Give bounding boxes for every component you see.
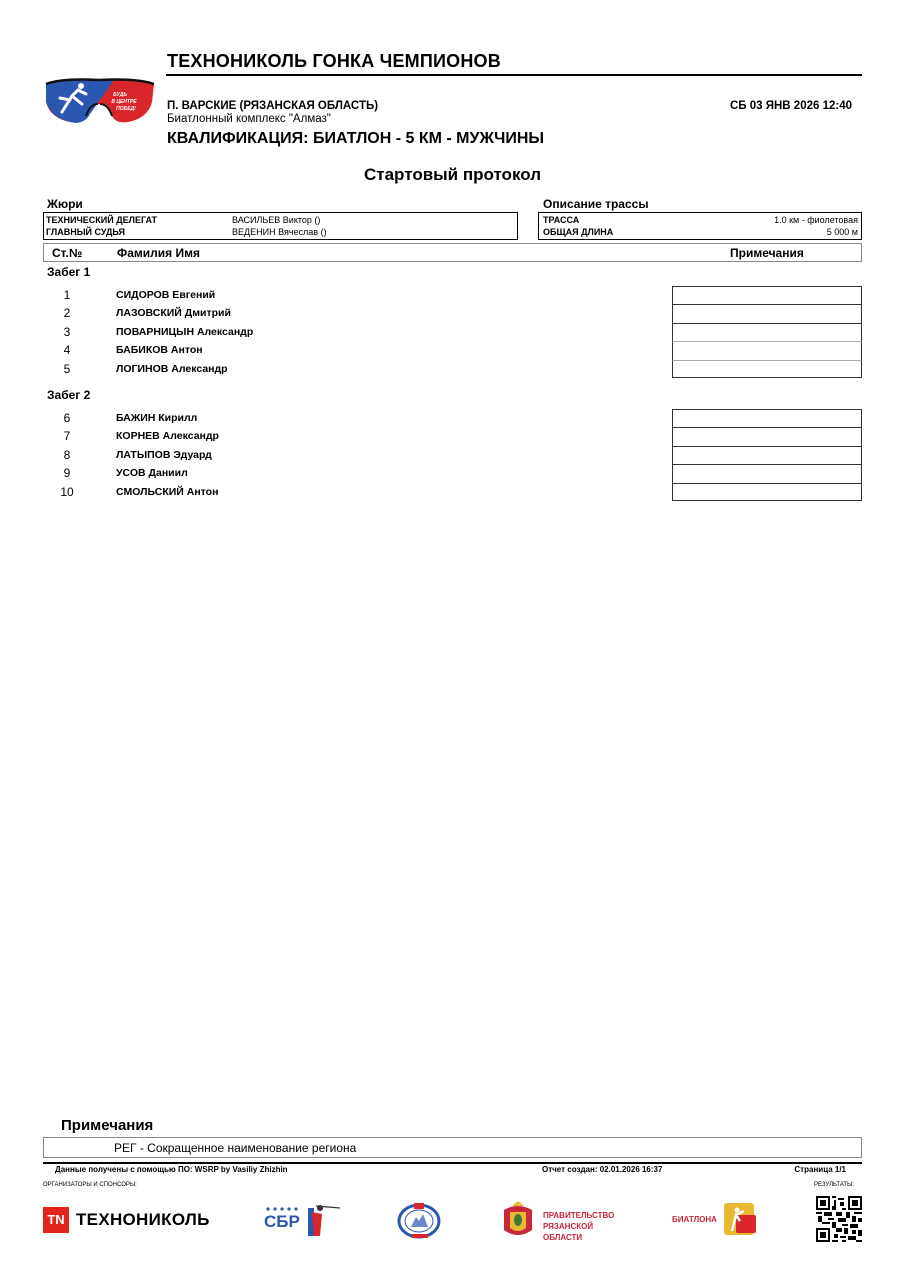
- athlete-bib: 9: [63, 466, 71, 481]
- sponsors-label: ОРГАНИЗАТОРЫ И СПОНСОРЫ:: [43, 1182, 137, 1188]
- jury-role: ГЛАВНЫЙ СУДЬЯ: [46, 227, 126, 237]
- athlete-name: ЛАЗОВСКИЙ Дмитрий: [116, 307, 231, 320]
- start-list-header: [43, 243, 862, 262]
- title-divider: [166, 74, 862, 76]
- sbr-text: СБР: [264, 1212, 300, 1231]
- note-cell: [672, 360, 862, 378]
- note-cell: [672, 446, 862, 464]
- sbr-logo: [264, 1202, 344, 1240]
- biathlon-federation-icon: [724, 1201, 758, 1237]
- note-cell: [672, 286, 862, 304]
- course-label: Описание трассы: [543, 197, 649, 211]
- athlete-bib: 8: [63, 447, 71, 462]
- race-title: КВАЛИФИКАЦИЯ: БИАТЛОН - 5 КМ - МУЖЧИНЫ: [167, 130, 545, 147]
- athlete-name: СМОЛЬСКИЙ Антон: [116, 485, 219, 498]
- venue: Биатлонный комплекс "Алмаз": [167, 113, 331, 125]
- course-table: [538, 212, 862, 240]
- athlete-bib: 2: [63, 306, 71, 321]
- athlete-name: УСОВ Даниил: [116, 467, 188, 480]
- technonicol-wordmark: ТЕХНОНИКОЛЬ: [76, 1210, 210, 1229]
- note-cell: [672, 341, 862, 359]
- ryazan-line-2: РЯЗАНСКОЙ ОБЛАСТИ: [543, 1222, 594, 1242]
- race-datetime: СБ 03 ЯНВ 2026 12:40: [729, 100, 852, 112]
- sports-emblem-icon: [396, 1199, 442, 1241]
- note-cell: [672, 409, 862, 427]
- athlete-bib: 1: [63, 288, 71, 302]
- technonicol-logo-icon: TN: [43, 1207, 69, 1233]
- heat-label: Забег 1: [47, 265, 91, 279]
- document-title: Стартовый протокол: [364, 165, 541, 184]
- column-bib: Ст.№: [52, 246, 83, 260]
- athlete-name: БАЖИН Кирилл: [116, 412, 198, 424]
- column-notes: Примечания: [730, 246, 804, 260]
- athlete-bib: 3: [63, 324, 71, 339]
- athlete-name: СИДОРОВ Евгений: [116, 289, 216, 301]
- note-cell: [672, 323, 862, 341]
- ryazan-line-1: ПРАВИТЕЛЬСТВО: [543, 1211, 615, 1220]
- notes-title: Примечания: [61, 1117, 154, 1134]
- biathlon-federation-text: БИАТЛОНА: [672, 1215, 717, 1224]
- course-key: ТРАССА: [543, 215, 580, 225]
- athlete-name: ЛАТЫПОВ Эдуард: [116, 448, 212, 461]
- note-cell: [672, 427, 862, 445]
- notes-box: [43, 1137, 862, 1158]
- athlete-name: КОРНЕВ Александр: [116, 430, 219, 443]
- ryazan-coat-of-arms-icon: [498, 1200, 538, 1240]
- athlete-bib: 5: [63, 361, 71, 376]
- note-cell: [672, 464, 862, 482]
- event-logo: [42, 74, 156, 126]
- results-label: РЕЗУЛЬТАТЫ:: [814, 1182, 854, 1188]
- jury-label: Жюри: [47, 197, 83, 211]
- jury-table: [43, 212, 518, 240]
- course-value: 1.0 км - фиолетовая: [774, 215, 858, 225]
- jury-person: ВЕДЕНИН Вячеслав (): [232, 227, 327, 237]
- note-cell: [672, 304, 862, 322]
- athlete-name: БАБИКОВ Антон: [116, 344, 203, 357]
- athlete-bib: 7: [63, 429, 71, 444]
- results-qr-code-icon[interactable]: [816, 1196, 862, 1242]
- course-value: 5 000 м: [826, 227, 858, 237]
- athlete-bib: 4: [63, 343, 71, 358]
- course-key: ОБЩАЯ ДЛИНА: [543, 227, 614, 237]
- report-created: Отчет создан: 02.01.2026 16:37: [542, 1165, 663, 1174]
- heat-label: Забег 2: [47, 388, 91, 402]
- ryazan-government-logo: [498, 1200, 622, 1240]
- jury-person: ВАСИЛЬЕВ Виктор (): [232, 215, 321, 225]
- athlete-bib: 6: [63, 411, 71, 425]
- event-title: ТЕХНОНИКОЛЬ ГОНКА ЧЕМПИОНОВ: [167, 51, 501, 71]
- svg-text:БУДЬ: БУДЬ: [113, 92, 127, 98]
- athlete-name: ЛОГИНОВ Александр: [116, 362, 228, 375]
- footer-divider: [43, 1162, 862, 1164]
- note-cell: [672, 483, 862, 501]
- ryazan-text: [543, 1210, 622, 1243]
- athlete-bib: 10: [60, 484, 74, 499]
- biathlon-federation-logo: [672, 1201, 760, 1239]
- jury-role: ТЕХНИЧЕСКИЙ ДЕЛЕГАТ: [46, 215, 158, 225]
- software-credit: Данные получены с помощью ПО: WSRP by Vasiliy Zhizhin: [55, 1165, 288, 1174]
- svg-text:В ЦЕНТРЕ: В ЦЕНТРЕ: [111, 99, 137, 105]
- location: П. ВАРСКИЕ (РЯЗАНСКАЯ ОБЛАСТЬ): [167, 100, 379, 112]
- page-number: Страница 1/1: [794, 1165, 846, 1174]
- svg-text:ПОБЕД!: ПОБЕД!: [116, 106, 136, 112]
- notes-text: РЕГ - Сокращенное наименование региона: [114, 1141, 357, 1155]
- athlete-name: ПОВАРНИЦЫН Александр: [116, 325, 254, 338]
- column-name: Фамилия Имя: [117, 246, 201, 260]
